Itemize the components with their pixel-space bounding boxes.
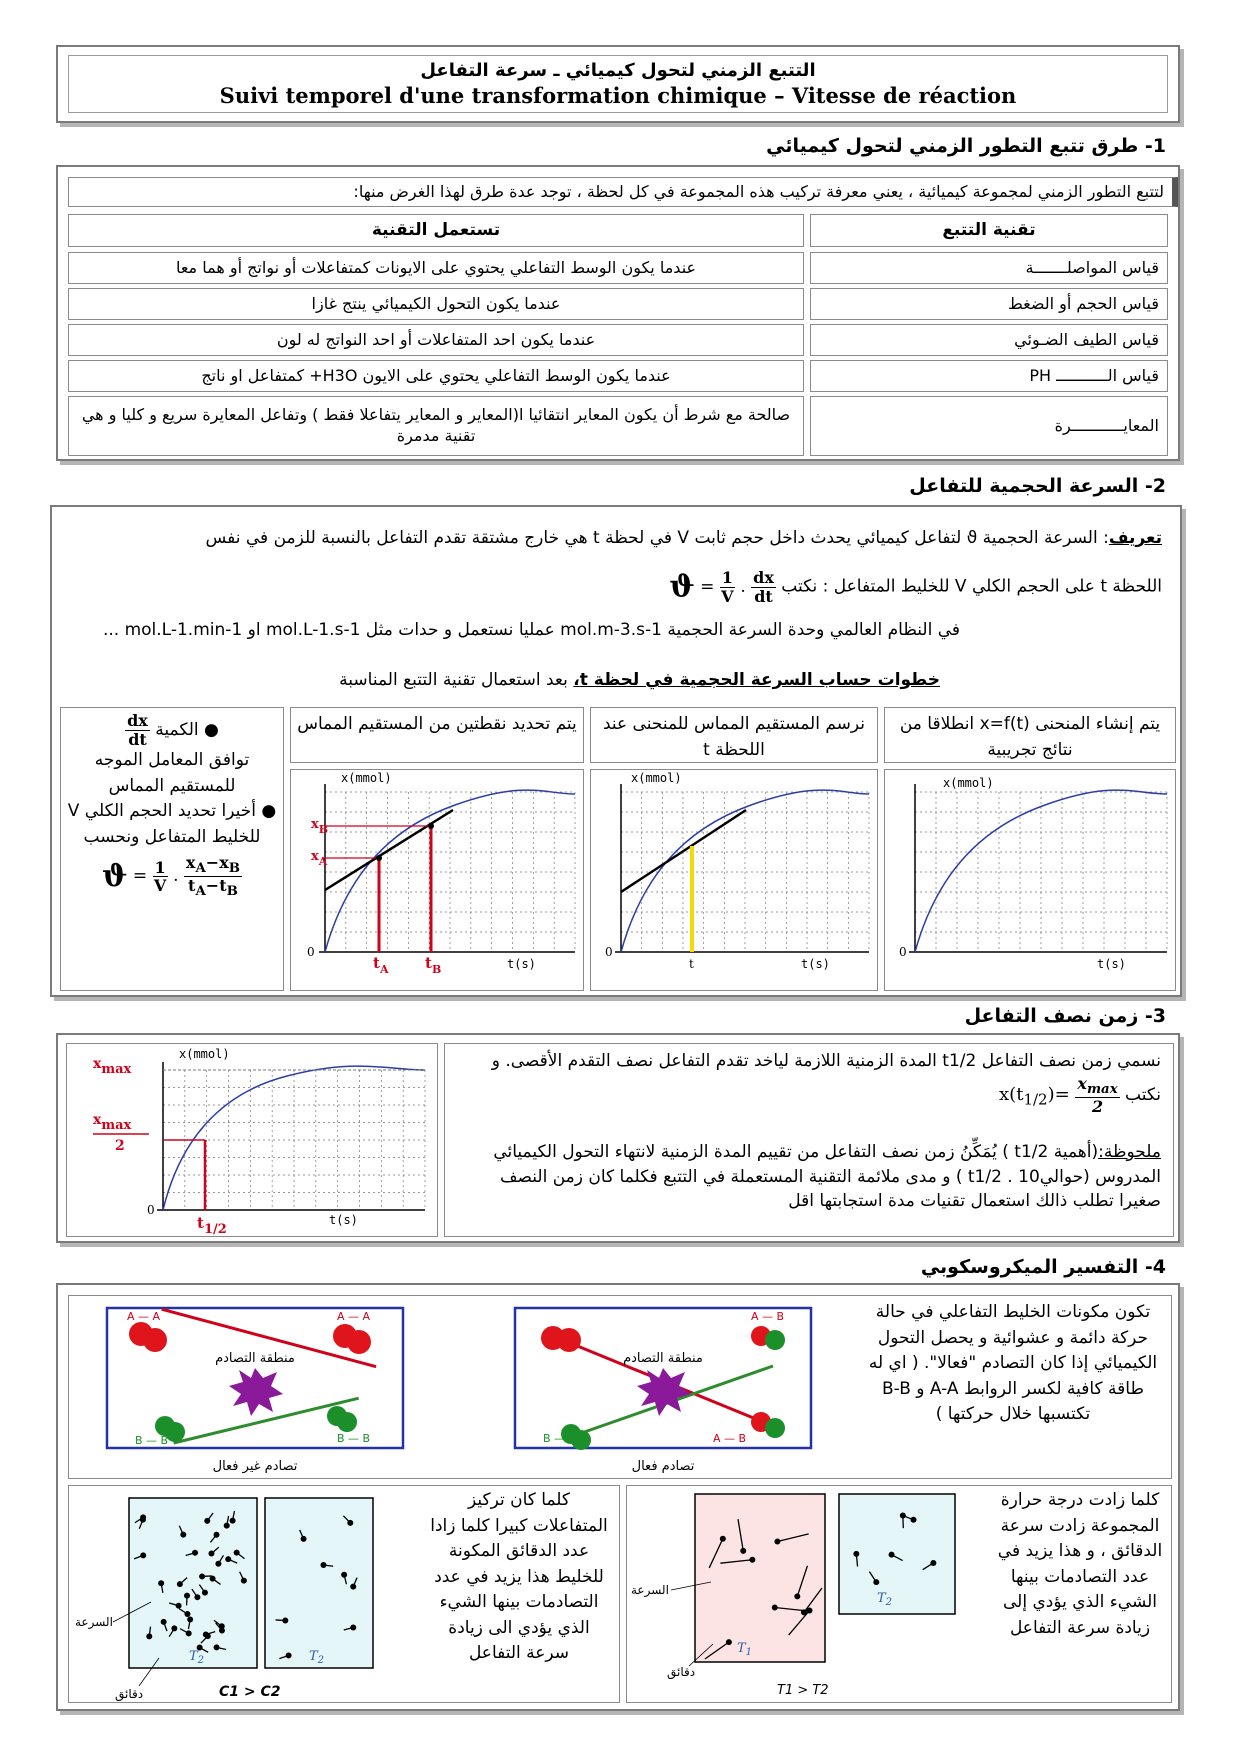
particle xyxy=(194,1594,200,1600)
c2-t-label: $T_2$ xyxy=(309,1649,325,1666)
box-c1 xyxy=(129,1498,257,1668)
effective-bb-label: B — B xyxy=(543,1432,577,1445)
step4a-text: الكمية xyxy=(155,720,199,741)
section3-box xyxy=(56,1033,1180,1243)
particle xyxy=(772,1604,778,1610)
particle xyxy=(234,1550,240,1556)
half-life-xlabel: t(s) xyxy=(329,1213,358,1227)
particle xyxy=(320,1562,326,1568)
row1-use: عندما يكون الوسط التفاعلي يحتوي على الايونات كمتفاعلات أو نواتج أو هما معا xyxy=(68,252,804,284)
particle xyxy=(930,1560,936,1566)
c-compare: C1 > C2 xyxy=(219,1684,281,1700)
xmax-half-label: xmax xyxy=(93,1112,132,1133)
concentration-panel xyxy=(68,1485,620,1703)
particle xyxy=(140,1552,146,1558)
temperature-diagram xyxy=(627,1486,997,1704)
definition-line2 xyxy=(62,563,1162,611)
graph1-svg xyxy=(885,770,1177,992)
row5-technique: المعايـــــــــــرة xyxy=(810,396,1168,456)
particle xyxy=(158,1580,164,1586)
half-life-ylabel: x(mmol) xyxy=(179,1047,230,1061)
definition-line2-text: اللحظة t على الحجم الكلي V للخليط المتفاعل : نكتب xyxy=(781,576,1162,597)
effective-caption: تصادم فعال xyxy=(631,1459,695,1474)
row2-technique: قياس الحجم أو الضغط xyxy=(810,288,1168,320)
graph3-svg xyxy=(291,770,585,992)
particles-label-c: دقائق xyxy=(115,1687,144,1701)
effective-product-b xyxy=(765,1330,785,1350)
header-use: تستعمل التقنية xyxy=(68,214,804,247)
temperature-text: كلما زادت درجة حرارة المجموعة زادت سرعة الدقائق ، و هذا يزيد في عدد التصادمات بينها الشيء الذي يؤدي إلى زيادة سرعة التفاعل xyxy=(997,1490,1163,1638)
definition-label: تعريف xyxy=(1108,528,1162,548)
ineffective-aa2-label: A — A xyxy=(337,1310,371,1323)
row4-technique: قياس الـــــــــــ PH xyxy=(810,360,1168,392)
effective-aa-atom xyxy=(557,1328,581,1352)
graph2-tangent xyxy=(621,810,746,892)
effective-collision xyxy=(513,1306,813,1478)
half-life-origin: 0 xyxy=(147,1203,155,1217)
particle xyxy=(205,1633,211,1639)
graph2-svg xyxy=(591,770,879,992)
section1-heading: 1- طرق تتبع التطور الزمني لتحول كيميائي xyxy=(766,135,1166,157)
concentration-text: كلما كان تركيز المتفاعلات كبيرا كلما زادا عدد الدقائق المكونة للخليط هذا يزيد في عدد التصادمات بينها الشيء الذي يؤدي الى زيادة سرعة التفاعل xyxy=(430,1490,608,1663)
graph2-xlabel: t(s) xyxy=(801,957,830,971)
graph2-ylabel: x(mmol) xyxy=(631,771,682,785)
section1-box xyxy=(56,165,1180,461)
effective-product2-b xyxy=(765,1418,785,1438)
row4-use: عندما يكون الوسط التفاعلي يحتوي على الايون H3O+ كمتفاعل او ناتج xyxy=(68,360,804,392)
header-technique: تقنية التتبع xyxy=(810,214,1168,247)
title-arabic: التتبع الزمني لتحول كيميائي ـ سرعة التفاعل xyxy=(420,60,816,81)
step4-box xyxy=(60,707,284,991)
particle xyxy=(720,1536,726,1542)
title-french: Suivi temporel d'une transformation chimique – Vitesse de réaction xyxy=(219,83,1017,108)
particle xyxy=(282,1618,288,1624)
note-text: (أهمية t1/2 ) يُمَكِّنُ زمن نصف التفاعل من تقييم المدة الزمنية لانتهاء التحول الكيميائي المدروس (حوالي10 . t1/2 ) و مدى ملائمة التقنية المستعملة في التتبع فكلما كان زمن النصف صغيرا تطلب ذالك استعمال تقنيات مدة استجابتها اقل xyxy=(493,1142,1161,1212)
step4-quantity: ● الكمية $\frac{dx}{dt}$ xyxy=(127,711,219,749)
step2-text: نرسم المستقيم المماس للمنحنى عند اللحظة t xyxy=(602,714,866,760)
step4-final: ● أخيرا تحديد الحجم الكلي V للخليط المتفاعل ونحسب xyxy=(67,801,277,847)
ineffective-bb2-atom xyxy=(337,1412,357,1432)
particle xyxy=(230,1518,236,1524)
concentration-diagram xyxy=(69,1486,429,1704)
t2-label: $T_2$ xyxy=(877,1591,893,1608)
steps-line xyxy=(140,667,940,694)
graph1-ylabel: x(mmol) xyxy=(943,776,994,790)
collision-text: تكون مكونات الخليط التفاعلي في حالة حركة دائمة و عشوائية و يحصل التحول الكيميائي إذا كان التصادم "فعالا". ( اي له طاقة كافية لكسر الروابط A-A و B-B تكتسبها خلال حركتها ) xyxy=(868,1302,1158,1424)
row3-technique: قياس الطيف الضـوئي xyxy=(810,324,1168,356)
particle xyxy=(177,1581,183,1587)
ineffective-bb2-label: B — B xyxy=(337,1432,371,1445)
particle xyxy=(215,1561,221,1567)
definition-line1 xyxy=(62,525,1162,552)
particle xyxy=(801,1609,807,1615)
graph3-box xyxy=(290,769,584,991)
section3-heading: 3- زمن نصف التفاعل xyxy=(964,1005,1166,1027)
t-compare: T1 > T2 xyxy=(777,1683,829,1698)
step4-dxdt: $\frac{dx}{dt}$ xyxy=(127,711,148,749)
graph1-box xyxy=(884,769,1176,991)
particle xyxy=(161,1619,167,1625)
speed-label-c: السرعة xyxy=(75,1615,113,1629)
row2-use: عندما يكون التحول الكيميائي ينتج غازا xyxy=(68,288,804,320)
step4-content xyxy=(67,712,277,899)
step2-box xyxy=(590,707,878,763)
particle xyxy=(350,1625,356,1631)
particle xyxy=(774,1538,780,1544)
ineffective-caption: تصادم غير فعال xyxy=(212,1459,298,1474)
thalf-label: t1/2 xyxy=(197,1214,227,1237)
half-life-graph-box xyxy=(66,1043,438,1237)
particle xyxy=(350,1584,356,1590)
units-line: في النظام العالمي وحدة السرعة الحجمية mol.m-3.s-1 عمليا نستعمل و حدات مثل mol.L-1.s-1 او mol.L-1.min-1 ... xyxy=(102,620,960,640)
particle xyxy=(241,1578,247,1584)
graph3-xa-label: $x_A$ xyxy=(311,849,328,868)
xmax-label: xmax xyxy=(93,1056,132,1077)
particle xyxy=(176,1603,182,1609)
ineffective-aa-atom xyxy=(143,1328,167,1352)
particle xyxy=(204,1518,210,1524)
step4c-text: أخيرا تحديد الحجم الكلي V للخليط المتفاعل ونحسب xyxy=(67,801,261,847)
steps-tail: بعد استعمال تقنية التتبع المناسبة xyxy=(339,670,574,690)
row3-use: عندما يكون احد المتفاعلات أو احد النواتج له لون xyxy=(68,324,804,356)
particle xyxy=(889,1552,895,1558)
particle xyxy=(208,1551,214,1557)
particle xyxy=(853,1551,859,1557)
graph3-tb-label: $t_B$ xyxy=(425,954,442,976)
particle xyxy=(184,1611,190,1617)
particle xyxy=(171,1625,177,1631)
particle xyxy=(199,1573,205,1579)
particles-label-t: دقائق xyxy=(667,1665,696,1679)
particle xyxy=(749,1557,755,1563)
graph3-point-a xyxy=(376,855,382,861)
particle xyxy=(186,1630,192,1636)
collision-panel xyxy=(68,1295,1172,1479)
particle xyxy=(184,1593,190,1599)
particle xyxy=(214,1644,220,1650)
half-life-definition-text: نسمي زمن نصف التفاعل t1/2 المدة الزمنية اللازمة لياخد تقدم التفاعل نصف التقدم الأقصى. و نكتب xyxy=(491,1051,1161,1106)
particle xyxy=(187,1617,193,1623)
graph2-origin: 0 xyxy=(605,945,613,959)
particle xyxy=(180,1532,186,1538)
effective-ab-label: A — B xyxy=(713,1432,747,1445)
ineffective-aa2-atom xyxy=(347,1330,371,1354)
c1-t-label: $T_2$ xyxy=(189,1649,205,1666)
particle xyxy=(794,1593,800,1599)
half-life-definition xyxy=(461,1048,1161,1116)
effective-aa-label: A — B xyxy=(751,1310,785,1323)
speed-label-t: السرعة xyxy=(631,1583,669,1597)
section1-intro: لتتبع التطور الزمني لمجموعة كيميائية ، يعني معرفة تركيب هذه المجموعة في كل لحظة ، توجد عدة طرق لهذا الغرض منها: xyxy=(68,177,1178,207)
graph3-origin: 0 xyxy=(307,945,315,959)
graph3-xb-label: $x_B$ xyxy=(311,817,329,836)
graph2-t-label: t xyxy=(689,957,694,971)
half-life-graph xyxy=(67,1044,439,1238)
particle xyxy=(146,1633,152,1639)
box-t1 xyxy=(695,1494,825,1662)
velocity-symbol: ϑ xyxy=(669,569,695,604)
ineffective-aa-label: A — A xyxy=(127,1310,161,1323)
graph3-point-b xyxy=(428,823,434,829)
graph3-ta-label: $t_A$ xyxy=(373,954,389,976)
particle xyxy=(341,1572,347,1578)
ineffective-zone-label: منطقة التصادم xyxy=(215,1351,295,1366)
graph1-xlabel: t(s) xyxy=(1097,957,1126,971)
section2-box xyxy=(50,505,1182,997)
temperature-panel xyxy=(626,1485,1172,1703)
particle xyxy=(740,1548,746,1554)
half-life-note xyxy=(461,1140,1161,1214)
particle xyxy=(873,1579,879,1585)
step1-text: يتم إنشاء المنحنى x=f(t) انطلاقا من نتائج تجريبية xyxy=(899,714,1161,760)
step3-text: يتم تحديد نقطتين من المستقيم المماس xyxy=(297,714,577,734)
particle xyxy=(726,1639,732,1645)
t1-label: $T_1$ xyxy=(737,1641,753,1658)
particle xyxy=(219,1627,225,1633)
section4-box xyxy=(56,1283,1180,1711)
particle xyxy=(224,1523,230,1529)
particle xyxy=(286,1652,292,1658)
effective-zone-label: منطقة التصادم xyxy=(623,1351,703,1366)
title-box xyxy=(56,45,1180,123)
graph1-origin: 0 xyxy=(899,945,907,959)
box-c2 xyxy=(265,1498,373,1668)
graph3-ylabel: x(mmol) xyxy=(341,771,392,785)
particle xyxy=(214,1532,220,1538)
note-label: ملحوظة: xyxy=(1098,1142,1161,1162)
step1-box xyxy=(884,707,1176,763)
graph2-box xyxy=(590,769,878,991)
section2-heading: 2- السرعة الحجمية للتفاعل xyxy=(909,475,1166,497)
particle xyxy=(911,1517,917,1523)
half-life-text-box xyxy=(444,1043,1174,1237)
velocity-formula: ϑ = $\frac{1}{V}$ . $\frac{dx}{dt}$ xyxy=(669,567,774,606)
definition-text: : السرعة الحجمية ϑ لتفاعل كيميائي يحدث داخل حجم ثابت V في لحظة t هي خارج مشتقة تقدم التفاعل بالنسبة للزمن في نفس xyxy=(205,528,1109,548)
half-life-formula: $x(t_{1/2})=$ $\frac{x_{max}}{2}$ xyxy=(999,1074,1118,1117)
step3-box xyxy=(290,707,584,763)
step4b-text: توافق المعامل الموجه للمستقيم المماس xyxy=(94,750,250,796)
ineffective-collision xyxy=(105,1306,405,1478)
step4-formula: ϑ = $\frac{1}{V}$ . $\frac{x_A-x_B}{t_A-t_B}$ xyxy=(102,853,240,900)
particle xyxy=(140,1517,146,1523)
particle xyxy=(347,1520,353,1526)
row1-technique: قياس المواصلـــــــة xyxy=(810,252,1168,284)
particle xyxy=(202,1590,208,1596)
velocity-symbol-2: ϑ xyxy=(102,859,128,895)
section4-heading: 4- التفسير الميكروسكوبي xyxy=(920,1256,1166,1278)
ineffective-bb-label: B — B xyxy=(135,1434,169,1447)
row5-use: صالحة مع شرط أن يكون المعاير انتقائيا ا(المعاير و المعاير يتفاعلا فقط ) وتفاعل المعايرة سريع و كليا و هي تقنية مدمرة xyxy=(68,396,804,456)
particle xyxy=(192,1550,198,1556)
steps-title: خطوات حساب السرعة الحجمية في لحظة t، xyxy=(573,670,940,690)
particle xyxy=(225,1556,231,1562)
particle xyxy=(301,1536,307,1542)
graph3-tangent xyxy=(325,810,453,890)
graph3-xlabel: t(s) xyxy=(507,957,536,971)
xmax-half-denominator: 2 xyxy=(115,1138,125,1154)
